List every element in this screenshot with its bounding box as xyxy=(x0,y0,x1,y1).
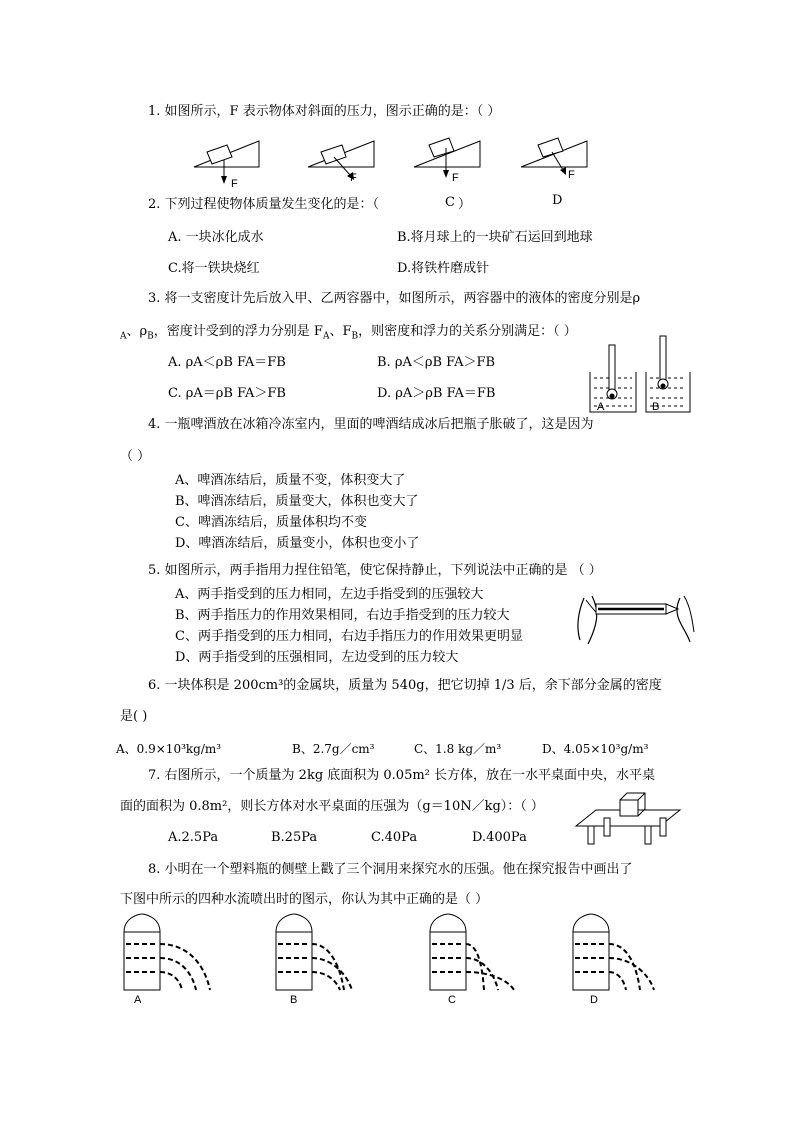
q6-option-c: C、1.8 kg／m³ xyxy=(414,742,502,756)
q7-option-c: C.40Pa xyxy=(371,830,418,845)
q4-option-a: A、啤酒冻结后，质量不变，体积变大了 xyxy=(175,473,406,488)
q4-line2: （ ） xyxy=(120,449,151,464)
q3-option-d: D. ρA＞ρB FA＝FB xyxy=(377,386,496,401)
q5-option-c: C、两手指受到的压力相同，右边手指压力的作用效果更明显 xyxy=(175,629,523,644)
q6-option-a: A、0.9×10³kg/m³ xyxy=(116,742,222,756)
q6-option-d: D、4.05×10³g/m³ xyxy=(542,742,649,756)
bottle-figure-a xyxy=(124,914,210,1006)
q7-option-b: B.25Pa xyxy=(271,830,318,845)
q3-option-a: A. ρA＜ρB FA＝FB xyxy=(168,355,286,370)
q4-option-c: C、啤酒冻结后，质量体积均不变 xyxy=(175,515,367,530)
q5-option-a: A、两手指受到的压力相同，左边手指受到的压强较大 xyxy=(175,587,484,602)
q3-line1: 3. 将一支密度计先后放入甲、乙两容器中，如图所示，两容器中的液体的密度分别是ρ xyxy=(148,291,641,306)
q6-option-b: B、2.7g／cm³ xyxy=(292,742,375,756)
bottle-figure-d xyxy=(573,914,654,1006)
q2-paren-close: ） xyxy=(458,197,472,212)
q7-option-d: D.400Pa xyxy=(472,830,527,845)
q7-line1: 7. 右图所示，一个质量为 2kg 底面积为 0.05m² 长方体，放在一水平桌面中央，水平桌 xyxy=(148,768,656,783)
q3-option-c: C. ρA＝ρB FA＞FB xyxy=(168,386,286,401)
q2-option-c: C.将一铁块烧红 xyxy=(168,261,260,276)
q3-option-b: B. ρA＜ρB FA＞FB xyxy=(377,355,496,370)
q1-fig-label-d: D xyxy=(552,193,563,208)
container-label-b: B xyxy=(652,401,660,413)
q4-option-b: B、啤酒冻结后，质量变大，体积也变大了 xyxy=(175,494,419,509)
bottle-label-d: D xyxy=(590,994,598,1006)
bottle-figure-c xyxy=(430,914,514,1006)
q5-option-b: B、两手指压力的作用效果相同，右边手指受到的压力较大 xyxy=(175,608,510,623)
q2-text: 2. 下列过程使物体质量发生变化的是：（ xyxy=(148,197,380,212)
container-label-a: A xyxy=(597,401,605,413)
q4-line1: 4. 一瓶啤酒放在冰箱冷冻室内，里面的啤酒结成冰后把瓶子胀破了，这是因为 xyxy=(148,417,594,432)
q4-option-d: D、啤酒冻结后，质量变小，体积也变小了 xyxy=(175,536,420,551)
force-label-b: F xyxy=(350,172,357,184)
bottle-label-a: A xyxy=(134,994,142,1006)
q1-text: 1. 如图所示，F 表示物体对斜面的压力，图示正确的是：（ ） xyxy=(148,104,501,119)
q1-fig-label-c: C xyxy=(445,195,455,210)
q5-text: 5. 如图所示，两手指用力捏住铅笔，使它保持静止，下列说法中正确的是 （ ） xyxy=(148,563,602,578)
bottle-figure-b xyxy=(276,914,352,1006)
q2-option-b: B.将月球上的一块矿石运回到地球 xyxy=(397,230,593,245)
bottle-label-b: B xyxy=(290,994,298,1006)
force-label-d: F xyxy=(568,169,575,181)
force-label-a: F xyxy=(231,178,238,190)
q8-line2: 下图中所示的四种水流喷出时的图示，你认为其中正确的是（ ） xyxy=(120,892,489,907)
force-label-c: F xyxy=(452,172,459,184)
q2-option-a: A. 一块冰化成水 xyxy=(168,230,264,245)
q6-line1: 6. 一块体积是 200cm³的金属块，质量为 540g，把它切掉 1/3 后，余下部分金属的密度 xyxy=(148,678,662,693)
q7-option-a: A.2.5Pa xyxy=(168,830,219,845)
q6-line2: 是( ) xyxy=(120,709,148,724)
q7-line2: 面的面积为 0.8m²，则长方体对水平桌面的压强为（g＝10N／kg）：（ ） xyxy=(120,799,544,814)
q3-line2: $_A$、$\rho_B$，密度计受到的浮力分别是 $F_A$、$F_B$，则密度和浮力的关系分别满足：（ ） xyxy=(120,324,577,342)
q8-line1: 8. 小明在一个塑料瓶的侧壁上戳了三个洞用来探究水的压强。他在探究报告中画出了 xyxy=(148,862,633,877)
q2-option-d: D.将铁杵磨成针 xyxy=(397,261,490,276)
bottle-label-c: C xyxy=(448,994,456,1006)
q5-option-d: D、两手指受到的压强相同，左边受到的压力较大 xyxy=(175,650,459,665)
